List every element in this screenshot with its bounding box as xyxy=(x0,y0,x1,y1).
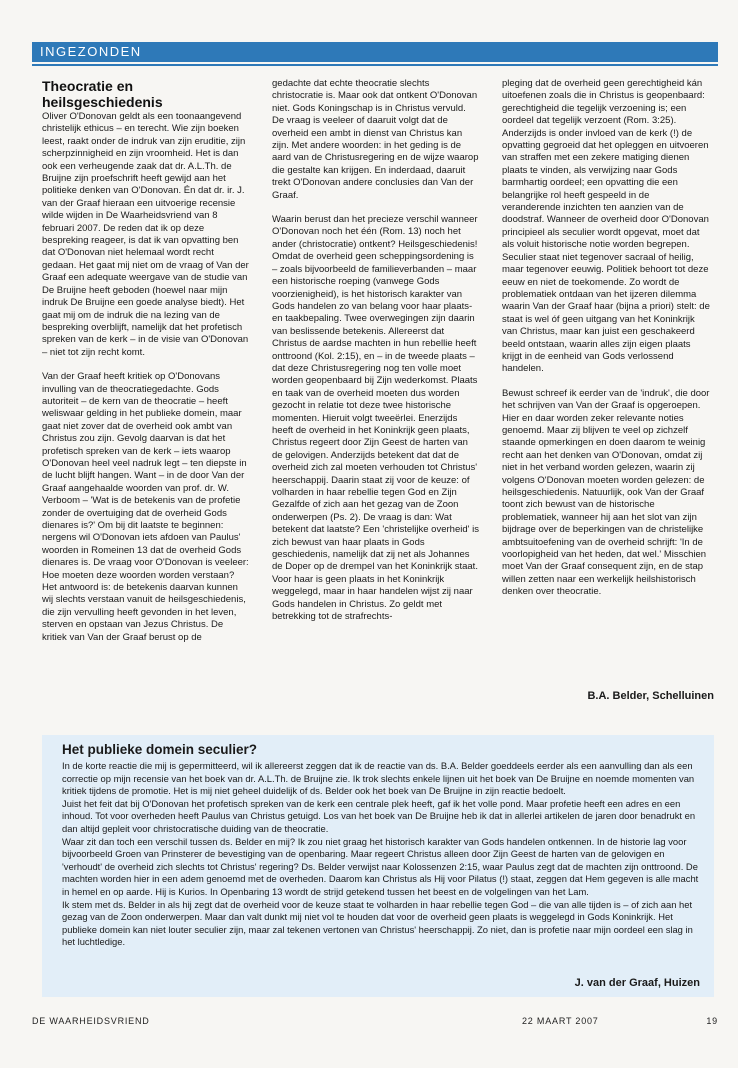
article xyxy=(42,78,714,718)
reply-paragraph: Juist het feit dat bij O'Donovan het profetisch spreken van de kerk een centrale plek heeft, gaf ik het volle pond. Maar profetie heeft een adres en een inhoud. Tot voor overheden heeft Paulus van Christus getuigd. Los van het boek van De Bruijne heb ik dat in allerlei artikelen de jaren door benadrukt en dan altijd gepleit voor christocratische duiding van de theocratie. xyxy=(62,797,696,834)
reply-body xyxy=(62,760,702,949)
section-label: INGEZONDEN xyxy=(40,44,142,59)
section-rule xyxy=(32,64,718,66)
article-paragraph: Van der Graaf heeft kritiek op O'Donovans invulling van de theocratiegedachte. Gods autoriteit – de kern van de theocratie – heeft weliswaar gelding in het publieke domein, maar gaat niet zover dat de overheid ook ambt van Christus zou zijn. Gevolg daarvan is dat het profetisch spreken van de kerk – iets waarop O'Donovan heel veel nadruk legt – ten diepste in de lucht blijft hangen. Want – in de door Van der Graaf aangehaalde woorden van prof. dr. W. Verboom – 'Wat is de betekenis van de profetie zonder de overtuiging dat de overheid Gods dienares is?' Om bij dit laatste te beginnen: nergens wil O'Donovan iets afdoen van Paulus' woorden in Romeinen 13 dat de overheid Gods dienares is. De vraag voor O'Donovan is veeleer: Hoe moeten deze woorden worden verstaan? Het antwoord is: de betekenis daarvan kunnen wij slechts verstaan vanuit de heilsgeschiedenis, die zijn vervulling heeft gevonden in het leven, sterven en opstaan van Jezus Christus. De kritiek van Van der Graaf berust op de xyxy=(42,371,249,643)
reply-title: Het publieke domein seculier? xyxy=(62,742,258,757)
article-paragraph: gedachte dat echte theocratie slechts christocratie is. Maar ook dat ontkent O'Donovan niet. Gods Koningschap is in Christus vervuld. De vraag is veeleer of daaruit volgt dat de overheid een ambt in dienst van Christus kan zijn. Met andere woorden: in het geding is de aard van de Christusregering en de wijze waarop die gestalte kan krijgen. En inderdaad, daaruit trekt O'Donovan andere conclusies dan Van der Graaf. xyxy=(272,78,479,201)
reply-paragraph: In de korte reactie die mij is gepermitteerd, wil ik allereerst zeggen dat ik de reactie van ds. B.A. Belder goeddeels eerder als een aanvulling dan als een correctie op mijn recensie van het boek van dr. A.L.Th. de Bruijne zie. Ik trok slechts enkele lijnen uit het boek van De Bruijne en noemde momenten van kritiek tijdens de promotie. Het is mij niet geheel duidelijk of ds. Belder ook het boek van De Bruijne in zijn reactie bedoelt. xyxy=(62,760,695,797)
article-paragraph: Waarin berust dan het precieze verschil wanneer O'Donovan noch het één (Rom. 13) noch het ander (christocratie) ontkent? Heilsgeschiedenis! Omdat de overheid geen scheppingsordening is – zoals bijvoorbeeld de familieverbanden – maar een historische roeping (vanwege Gods voorzienigheid), is het historisch karakter van Gods handelen zo van belang voor haar plaats- en taakbepaling. Twee overwegingen zijn daarin van beslissende betekenis. Allereerst dat Christus de aardse machten in hun rebellie heeft onttroond (Kol. 2:15), en – in de tweede plaats – dat deze Christusregering nog ten volle moet worden geopenbaard bij Zijn wederkomst. Plaats en taak van de overheid moeten dus worden gezocht in relatie tot deze twee historische momenten. Hieruit volgt tweeërlei. Enerzijds heeft de overheid in het Koninkrijk geen plaats, Christus regeert door Zijn Geest de harten van de gelovigen. Anderzijds betekent dat dat de overheid zich zal moeten verhouden tot Christus' heerschappij. Daarin staat zij voor de keuze: of volharden in haar rebellie tegen God en Zijn Gezalfde of zich aan het gezag van de Zoon onderwerpen (Ps. 2). De vraag is dan: Wat betekent dat laatste? Een 'christelijke overheid' is zich bewust van haar plaats in Gods geschiedenis, namelijk dat zij net als Johannes de Doper op de drempel van het Koninkrijk staat. Voor haar is geen plaats in het Koninkrijk weggelegd, maar in haar handelen wijst zij naar Gods handelen in Christus. Zo geldt met betrekking tot de strafrechts- xyxy=(272,214,479,623)
magazine-name: DE WAARHEIDSVRIEND xyxy=(32,1016,150,1026)
reply-box xyxy=(42,735,714,997)
section-header xyxy=(32,42,718,62)
article-paragraph: Oliver O'Donovan geldt als een toonaangevend christelijk ethicus – en terecht. Wie zijn boeken leest, raakt onder de indruk van zijn eruditie, zijn scherpzinnigheid en zijn vroomheid. Het is dan ook een verheugende zaak dat dr. A.L.Th. de Bruijne zijn proefschrift heeft gewijd aan het politieke denken van O'Donovan. Én dat dr. ir. J. van der Graaf hieraan een uitvoerige recensie wilde wijden in De Waarheidsvriend van 8 februari 2007. De reden dat ik op deze bespreking reageer, is dat ik van opvatting ben dat O'Donovan niet helemaal wordt recht gedaan. Het gaat mij niet om de vraag of Van der Graaf een adequate weergave van de studie van De Bruijne heeft geboden (hoewel naar mijn indruk De Bruijne een goede analyse biedt). Het gaat mij om de indruk die na lezing van de bespreking overblijft, namelijk dat het profetisch spreken van de kerk – in de visie van O'Donovan – niet tot zijn recht komt. xyxy=(42,111,249,358)
article-column-3 xyxy=(502,78,710,718)
reply-paragraph: Ik stem met ds. Belder in als hij zegt dat de overheid voor de keuze staat te volharden in haar rebellie tegen God – die van alle tijden is – of zich aan het gezag van de Zoon onderwerpen. Maar dan valt dunkt mij niet vol te houden dat voor de overheid geen plaats is weggelegd in Gods Koninkrijk. Het publieke domein kan niet louter seculier zijn, maar zal tekenen vertonen van Christus' heerschappij. Zo niet, dan is profetie naar mijn oordeel een slag in het luchtledige. xyxy=(62,898,693,948)
reply-content xyxy=(62,741,702,949)
issue-date: 22 MAART 2007 xyxy=(522,1016,599,1026)
page-number: 19 xyxy=(706,1016,718,1026)
article-column-1 xyxy=(42,78,250,718)
reply-signature: J. van der Graaf, Huizen xyxy=(574,977,700,989)
article-paragraph: Bewust schreef ik eerder van de 'indruk', die door het schrijven van Van der Graaf is opgeroepen. Hier en daar worden zeker relevante noties genoemd. Maar zij blijven te veel op zichzelf staande opmerkingen en doen daarom te weinig recht aan het denken van O'Donovan, omdat zij niet in het verband worden gelezen, waarin zij volgens O'Donovan moeten worden gelezen: de heilsgeschiedenis. Natuurlijk, ook Van der Graaf toont zich bewust van de historische problematiek, wanneer hij aan het slot van zijn bijdrage over de beperkingen van de christelijke ambtsuitoefening van de overheid schrijft: 'In de voorlopigheid van het heden, dat wel.' Misschien moet Van der Graaf consequent zijn, en de stap willen zetten naar een werkelijk heilshistorisch denken over theocratie. xyxy=(502,387,710,598)
article-paragraph: pleging dat de overheid geen gerechtigheid kán uitoefenen zoals die in Christus is geopenbaard: gerechtigheid die tegelijk verzoening is; een oordeel dat tegelijk verzoent (Rom. 3:25). Anderzijds is onder invloed van de kerk (!) de opvatting gegroeid dat het opleggen en uitvoeren van straffen met een zekere matiging dienen plaats te vinden, als verwijzing naar Gods barmhartig oordeel; een opvatting die een belangrijke rol heeft gespeeld in de veranderende inzichten ten aanzien van de doodstraf. Wanneer de overheid door O'Donovan principieel als seculier wordt opgevat, moet dat als voluit historische notie worden begrepen. Seculier staat niet tegenover sacraal of heilig, maar tegenover eeuwig. Politiek behoort tot deze eeuw en niet de toekomende. Zo wordt de problematiek ontdaan van het ijzeren dilemma waarin Van der Graaf haar (bijna a priori) stelt: de staat is wel óf geen uitgang van het Koninkrijk van Christus, maar kan juist een geschakeerd beeld ontstaan, waarin alles zijn eigen plaats krijgt in de eenheid van Gods verlossend handelen. xyxy=(502,78,710,375)
article-column-2 xyxy=(272,78,480,718)
reply-paragraph: Waar zit dan toch een verschil tussen ds. Belder en mij? Ik zou niet graag het historisch karakter van Gods handelen ontkennen. In de historie lag voor bijvoorbeeld Groen van Prinsterer de bevestiging van de openbaring. Maar regeert Christus alleen door Zijn Geest de harten van de gelovigen en 'verhoudt' de overheid zich slechts tot Christus' regering? Ds. Belder verwijst naar Kolossenzen 2:15, waar Paulus zegt dat de machten zijn onttroond. De machten worden hier in een adem genoemd met de overheden. Daarom kan Christus als Hij voor Pilatus (!) staat, zeggen dat Hem gegeven is alle macht in hemel en op aarde. Hij is Kurios. In Openbaring 13 wordt de strijd getekend tussen het beest en de volgelingen van het Lam. xyxy=(62,835,699,897)
page-footer xyxy=(32,1016,718,1030)
article-title: Theocratie en heilsgeschiedenis xyxy=(42,78,163,110)
article-signature: B.A. Belder, Schelluinen xyxy=(587,690,714,702)
